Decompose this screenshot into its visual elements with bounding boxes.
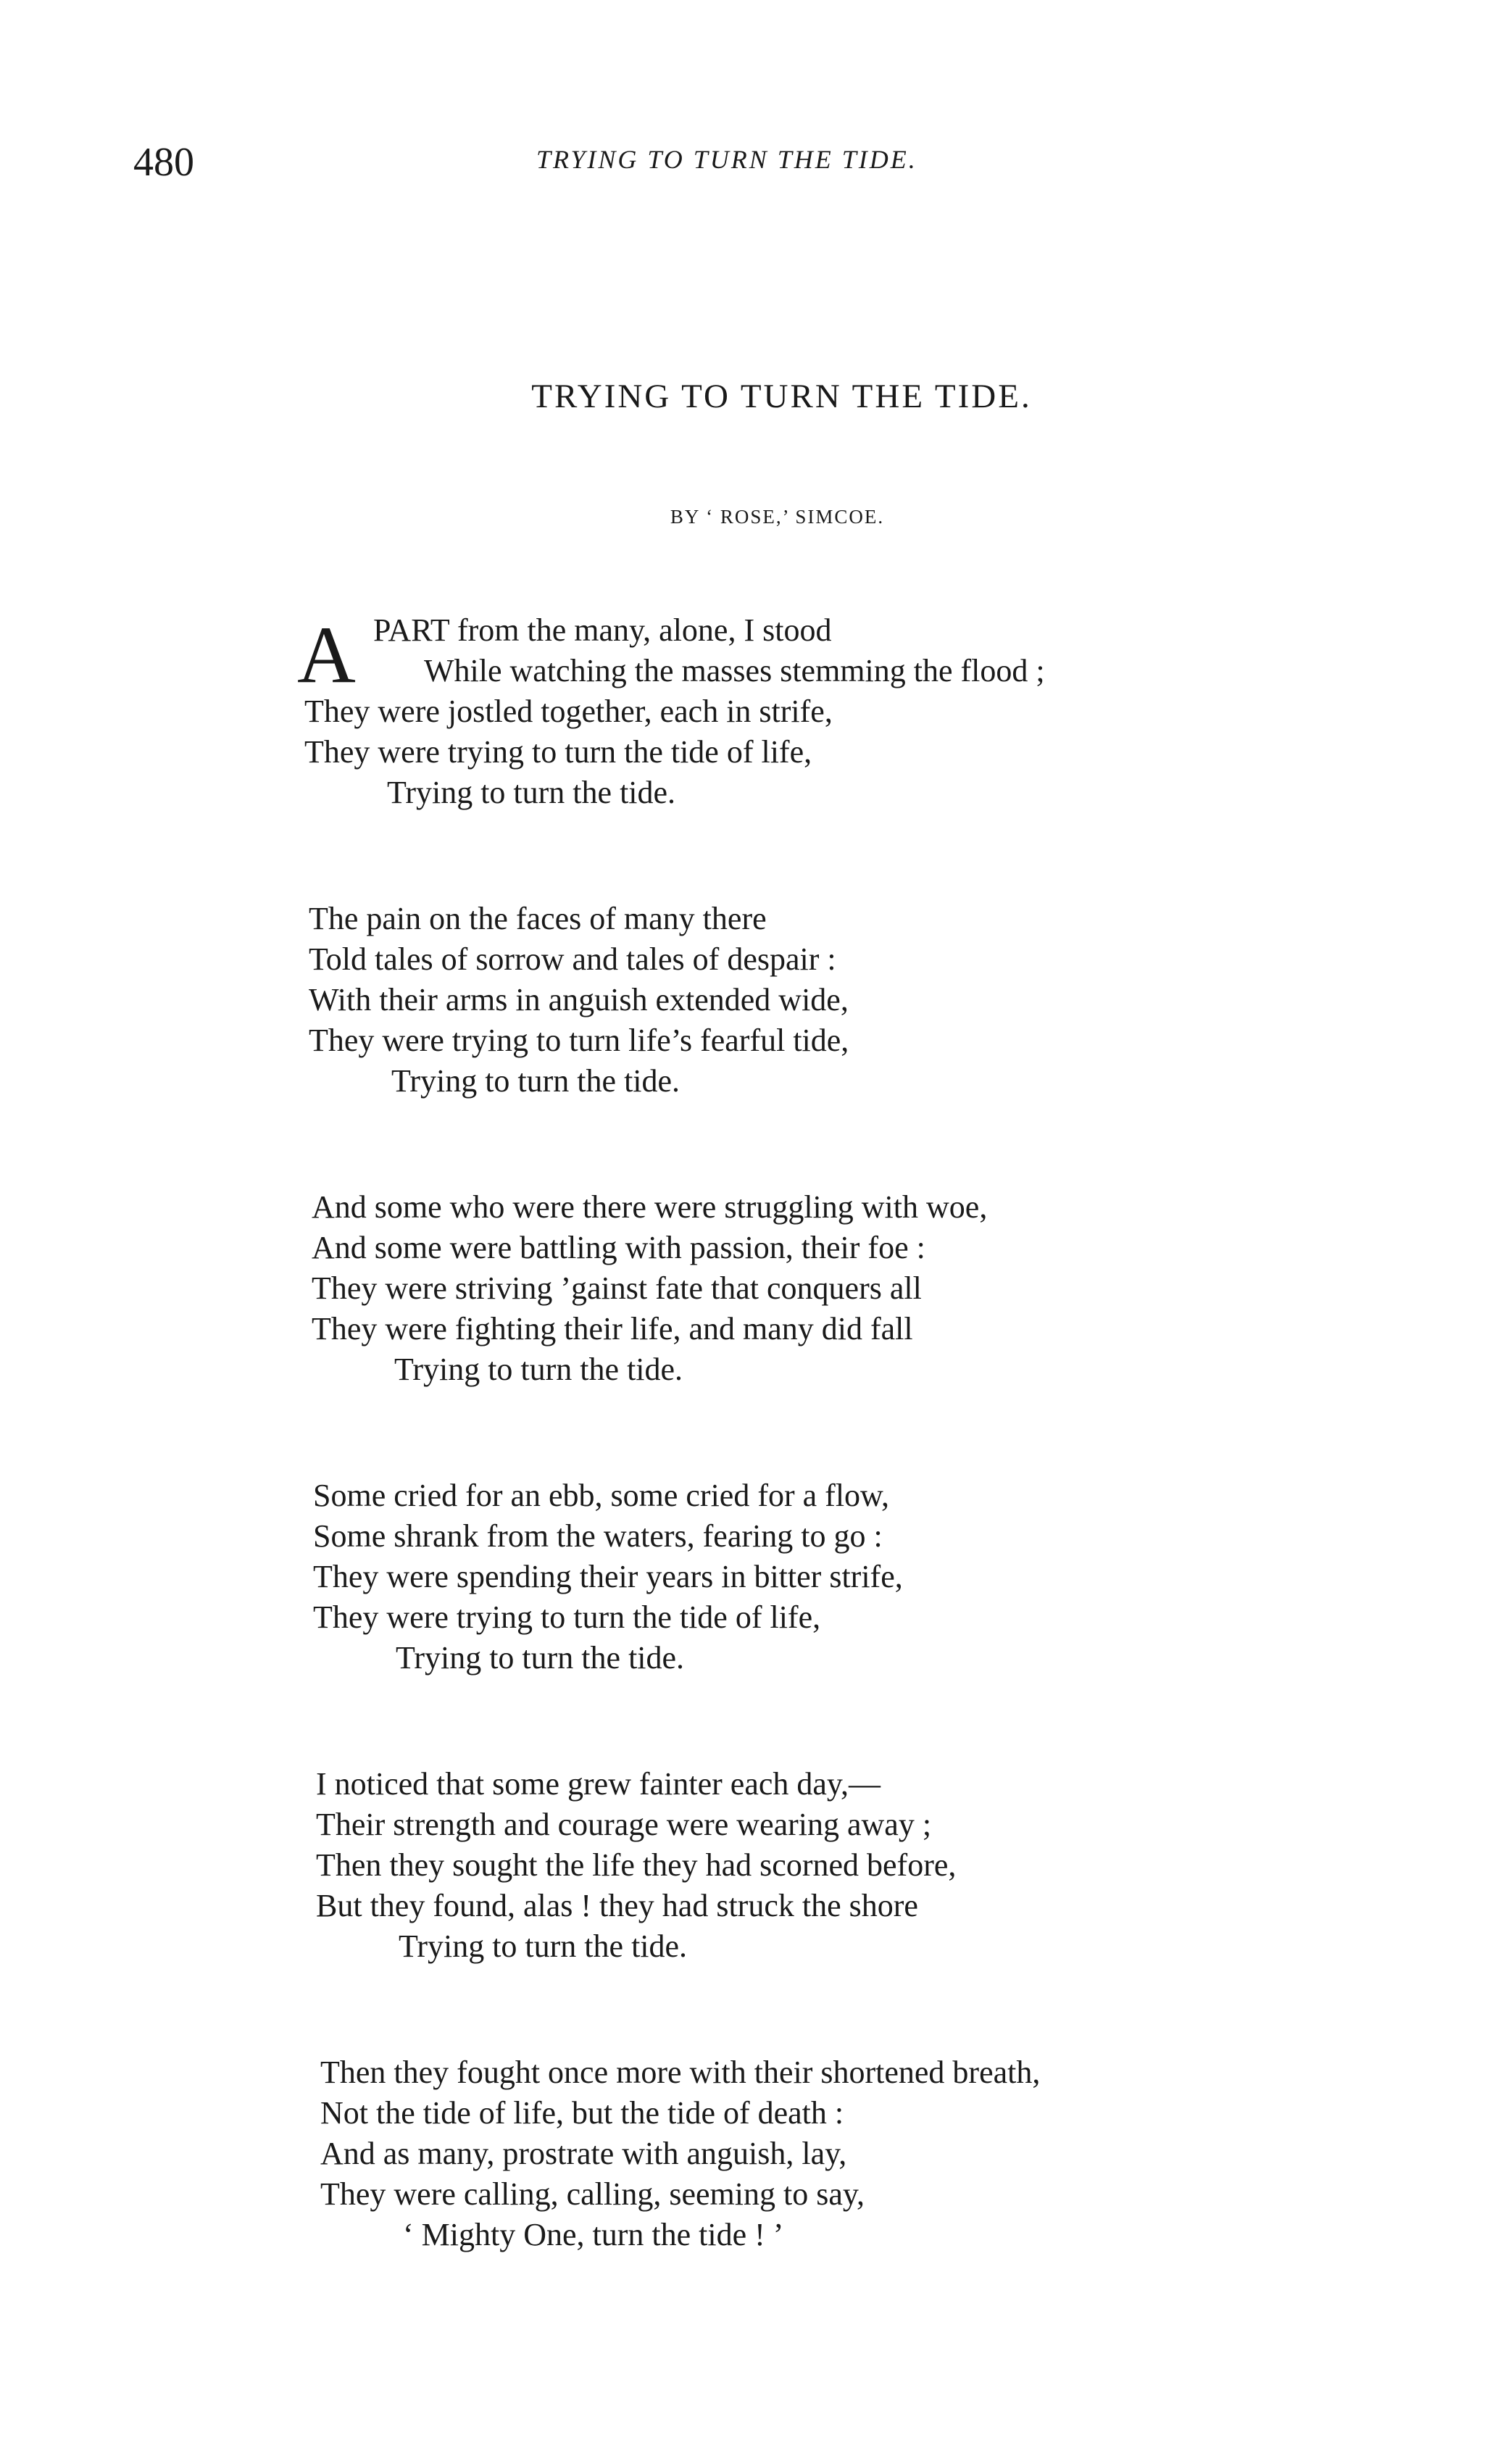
poem-line: Some shrank from the waters, fearing to go : xyxy=(313,1518,883,1554)
poem-line: The pain on the faces of many there xyxy=(309,901,767,936)
poem-line: I noticed that some grew fainter each day,— xyxy=(316,1766,881,1802)
poem-line: They were fighting their life, and many did fall xyxy=(312,1311,913,1347)
refrain-line: Trying to turn the tide. xyxy=(399,1928,688,1964)
poem-line: They were calling, calling, seeming to say, xyxy=(320,2176,865,2212)
stanza-1 xyxy=(297,610,1406,813)
poem-line: With their arms in anguish extended wide, xyxy=(309,982,849,1017)
poem-line: But they found, alas ! they had struck the shore xyxy=(316,1888,918,1923)
stanza-4 xyxy=(313,1476,1406,1678)
poem-line: They were spending their years in bitter strife, xyxy=(313,1559,903,1594)
poem-line: Some cried for an ebb, some cried for a flow, xyxy=(313,1478,889,1513)
poem-title: TRYING TO TURN THE TIDE. xyxy=(531,378,1032,415)
poem-line: They were trying to turn the tide of life, xyxy=(304,734,812,770)
poem-line: And as many, prostrate with anguish, lay, xyxy=(320,2136,847,2171)
stanza-6 xyxy=(320,2052,1406,2255)
poem-line: They were trying to turn the tide of life, xyxy=(313,1599,821,1635)
poem-body xyxy=(297,610,1406,2341)
refrain-line: Trying to turn the tide. xyxy=(394,1352,683,1387)
poem-line: They were trying to turn life’s fearful tide, xyxy=(309,1023,849,1058)
poem-line: And some were battling with passion, their foe : xyxy=(312,1230,925,1265)
poem-line: And some who were there were struggling with woe, xyxy=(312,1189,988,1225)
poem-line: Told tales of sorrow and tales of despair : xyxy=(309,941,836,977)
poem-line: Not the tide of life, but the tide of death : xyxy=(320,2095,844,2131)
refrain-line: Trying to turn the tide. xyxy=(396,1640,685,1676)
poem-line: Their strength and courage were wearing away ; xyxy=(316,1807,932,1842)
byline: BY ‘ ROSE,’ SIMCOE. xyxy=(670,506,885,528)
poem-line: PART from the many, alone, I stood xyxy=(373,612,832,648)
stanza-3 xyxy=(312,1187,1406,1390)
poem-line: Then they fought once more with their shortened breath, xyxy=(320,2055,1041,2090)
running-head: TRYING TO TURN THE TIDE. xyxy=(536,145,917,174)
drop-cap: A xyxy=(297,610,356,700)
poem-line: Then they sought the life they had scorned before, xyxy=(316,1847,957,1883)
refrain-line: Trying to turn the tide. xyxy=(391,1063,680,1099)
stanza-5 xyxy=(316,1764,1406,1967)
poem-line: They were striving ’gainst fate that conquers all xyxy=(312,1270,922,1306)
poem-line: While watching the masses stemming the flood ; xyxy=(424,653,1045,688)
refrain-line: ‘ Mighty One, turn the tide ! ’ xyxy=(403,2217,784,2252)
page-number: 480 xyxy=(133,140,194,185)
stanza-2 xyxy=(309,899,1406,1102)
poem-line: They were jostled together, each in strife, xyxy=(304,694,833,729)
refrain-line: Trying to turn the tide. xyxy=(387,775,676,810)
